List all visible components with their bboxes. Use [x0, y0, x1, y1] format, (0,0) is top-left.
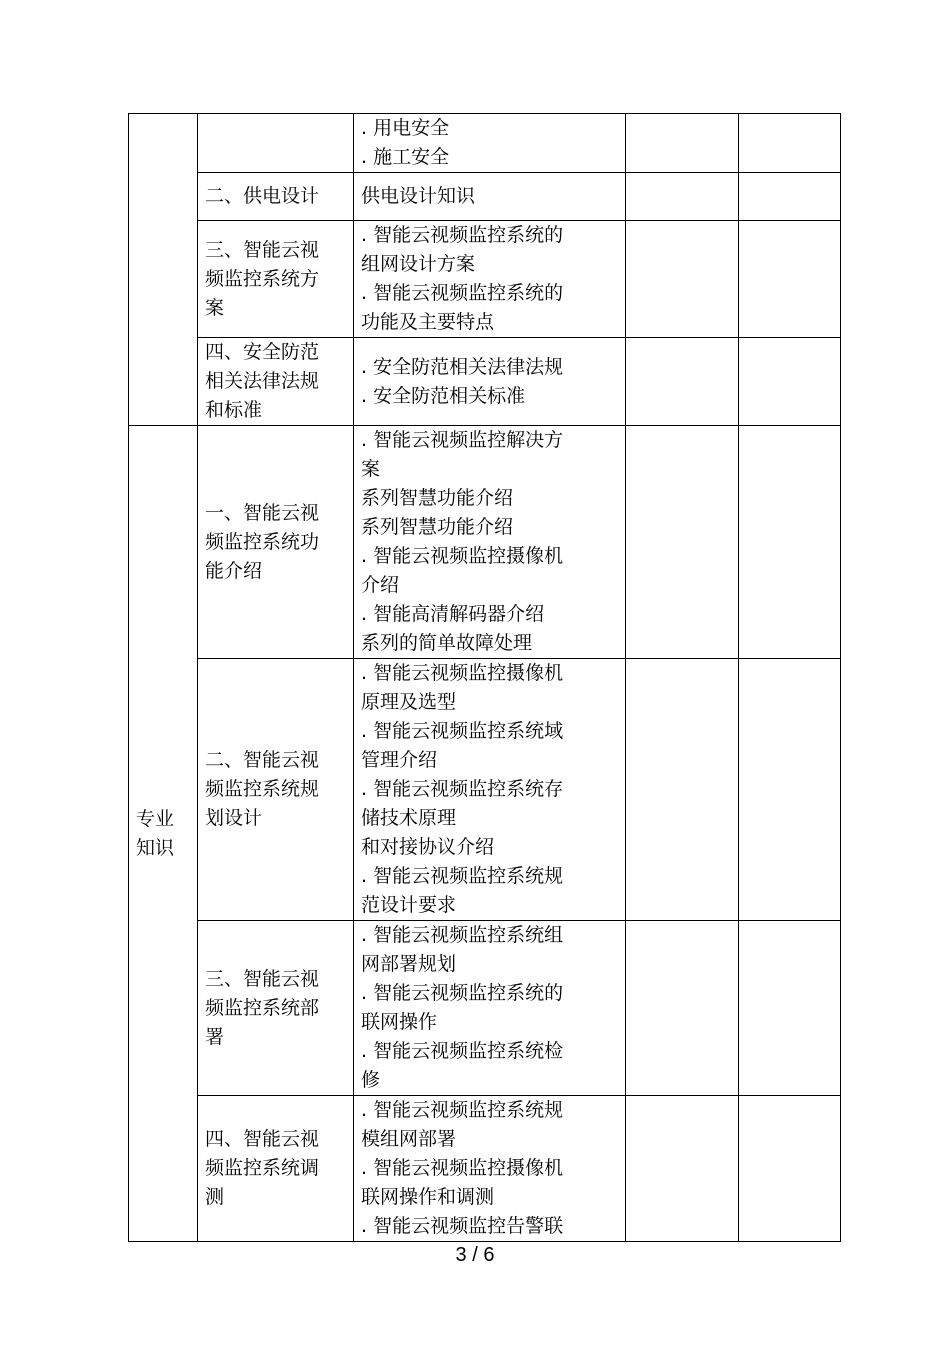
blank-cell	[739, 659, 841, 921]
content-line: . 施工安全	[361, 146, 450, 168]
content-line: . 安全防范相关标准	[361, 384, 526, 407]
content-cell	[354, 221, 626, 338]
content-line: 功能及主要特点	[361, 311, 495, 333]
table-row	[129, 1096, 841, 1242]
topic-line: 一、智能云视	[205, 501, 320, 524]
blank-cell	[739, 114, 841, 173]
content-line: . 智能高清解码器介绍	[361, 603, 545, 625]
blank-cell	[739, 921, 841, 1096]
content-line: . 智能云视频监控系统的	[361, 224, 564, 246]
topic-line: 四、安全防范	[205, 341, 320, 363]
table-row	[129, 659, 841, 921]
topic-line: 案	[205, 296, 225, 319]
category-line: 知识	[136, 836, 175, 859]
content-line: . 智能云视频监控系统规	[361, 1099, 564, 1121]
topic-line: 频监控系统部	[205, 996, 320, 1019]
blank-cell	[626, 221, 739, 338]
content-cell	[354, 659, 626, 921]
content-line: . 智能云视频监控系统存	[361, 778, 564, 800]
topic-cell	[198, 921, 354, 1096]
content-line: 联网操作和调测	[361, 1186, 495, 1208]
blank-cell	[626, 1096, 739, 1242]
topic-line: 二、智能云视	[205, 749, 320, 771]
blank-cell	[739, 221, 841, 338]
content-line: 模组网部署	[361, 1128, 457, 1150]
topic-line: 划设计	[205, 807, 263, 829]
content-line: . 安全防范相关法律法规	[361, 355, 564, 378]
blank-cell	[739, 338, 841, 426]
content-cell	[354, 114, 626, 173]
content-line: . 智能云视频监控系统规	[361, 865, 564, 887]
topic-line: 三、智能云视	[205, 238, 320, 261]
topic-cell-empty	[198, 114, 354, 173]
content-line: . 智能云视频监控解决方	[361, 429, 564, 451]
blank-cell	[626, 114, 739, 173]
topic-line: 二、供电设计	[205, 185, 320, 207]
content-cell	[354, 173, 626, 221]
topic-line: 测	[205, 1186, 225, 1208]
topic-cell	[198, 221, 354, 338]
topic-line: 和标准	[205, 399, 263, 421]
content-line: . 智能云视频监控系统域	[361, 720, 564, 742]
content-line: 案	[361, 458, 381, 480]
blank-cell	[739, 173, 841, 221]
page-number: 3 / 6	[455, 1244, 495, 1266]
content-line: 系列智慧功能介绍	[361, 516, 514, 538]
blank-cell	[626, 173, 739, 221]
topic-cell	[198, 338, 354, 426]
topic-cell	[198, 426, 354, 659]
content-line: . 智能云视频监控告警联	[361, 1215, 564, 1237]
table-row	[129, 114, 841, 173]
table-row	[129, 221, 841, 338]
content-line: 供电设计知识	[361, 185, 476, 207]
topic-line: 频监控系统规	[205, 778, 320, 800]
content-cell	[354, 921, 626, 1096]
topic-line: 四、智能云视	[205, 1128, 320, 1150]
blank-cell	[626, 338, 739, 426]
content-line: . 智能云视频监控系统组	[361, 924, 564, 946]
blank-cell	[739, 1096, 841, 1242]
content-line: . 智能云视频监控系统的	[361, 982, 564, 1004]
category-cell-empty	[129, 114, 198, 426]
content-line: . 智能云视频监控系统的	[361, 282, 564, 304]
topic-line: 相关法律法规	[205, 370, 320, 392]
content-line: 系列智慧功能介绍	[361, 487, 514, 509]
content-line: 范设计要求	[361, 894, 457, 916]
content-line: 组网设计方案	[361, 253, 476, 275]
topic-line: 署	[205, 1025, 225, 1048]
topic-line: 三、智能云视	[205, 967, 320, 990]
table-row	[129, 426, 841, 659]
content-line: 联网操作	[361, 1011, 438, 1033]
content-line: 管理介绍	[361, 749, 438, 771]
blank-cell	[626, 426, 739, 659]
content-line: 网部署规划	[361, 953, 457, 975]
topic-cell	[198, 173, 354, 221]
content-line: 储技术原理	[361, 807, 457, 829]
topic-line: 能介绍	[205, 559, 263, 582]
content-line: . 智能云视频监控摄像机	[361, 662, 564, 684]
content-line: 和对接协议介绍	[361, 836, 495, 858]
content-line: . 智能云视频监控摄像机	[361, 545, 564, 567]
blank-cell	[626, 659, 739, 921]
content-cell	[354, 426, 626, 659]
content-line: 修	[361, 1069, 381, 1091]
table-row	[129, 921, 841, 1096]
content-line: . 智能云视频监控摄像机	[361, 1157, 564, 1179]
category-line: 专业	[136, 807, 175, 830]
content-line: . 智能云视频监控系统检	[361, 1040, 564, 1062]
blank-cell	[739, 426, 841, 659]
topic-line: 频监控系统功	[205, 530, 320, 553]
content-cell	[354, 338, 626, 426]
content-line: 系列的简单故障处理	[361, 632, 533, 654]
topic-cell	[198, 659, 354, 921]
syllabus-table	[128, 113, 841, 1242]
blank-cell	[626, 921, 739, 1096]
category-cell	[129, 426, 198, 1242]
content-cell	[354, 1096, 626, 1242]
content-line: . 用电安全	[361, 117, 450, 139]
topic-cell	[198, 1096, 354, 1242]
topic-line: 频监控系统调	[205, 1157, 320, 1179]
table-row	[129, 173, 841, 221]
topic-line: 频监控系统方	[205, 267, 320, 290]
content-line: 原理及选型	[361, 691, 457, 713]
table-row	[129, 338, 841, 426]
content-line: 介绍	[361, 574, 400, 596]
